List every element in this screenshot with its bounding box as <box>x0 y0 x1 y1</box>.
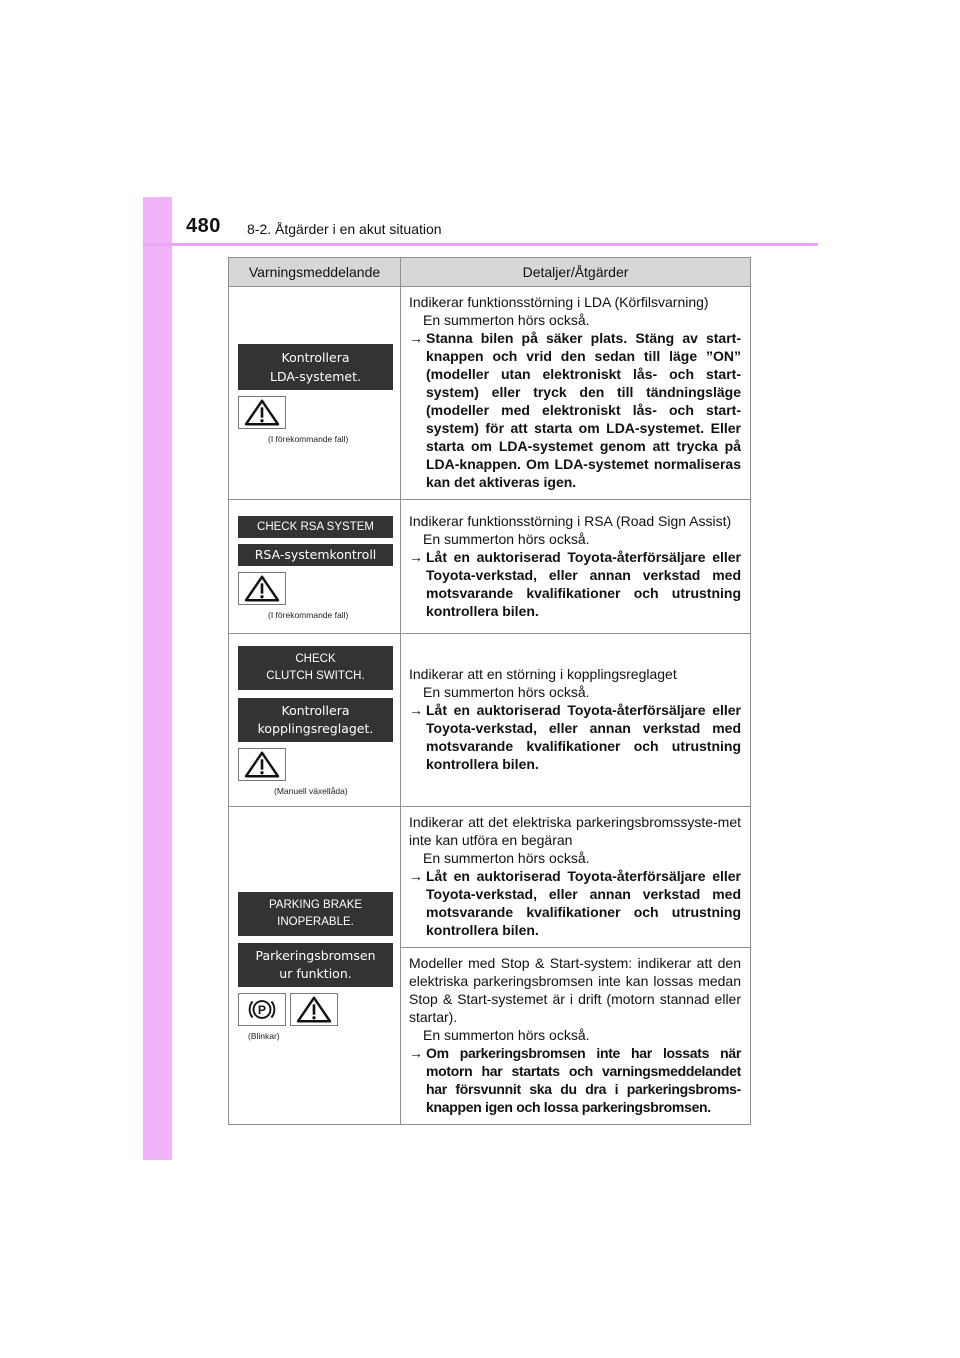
arrow-icon: → <box>409 548 423 565</box>
header-rule <box>143 243 818 246</box>
table-header-row <box>229 258 751 287</box>
chapter-sidebar-tab <box>143 197 172 1160</box>
action-text <box>409 867 741 939</box>
buzzer-text: En summerton hörs också. <box>423 684 590 700</box>
display-line: LDA-systemet. <box>270 369 361 384</box>
warning-triangle-icon <box>290 993 338 1026</box>
display-message-rsa-check: RSA-systemkontroll <box>238 544 393 566</box>
display-line: Kontrollera <box>281 350 350 365</box>
parking-brake-icon <box>238 993 286 1026</box>
column-header-details: Detaljer/Åtgärder <box>401 258 751 287</box>
table-row <box>229 287 751 500</box>
warning-message-table <box>228 257 751 1125</box>
display-message-clutch-check <box>238 698 393 742</box>
arrow-icon: → <box>409 702 423 718</box>
buzzer-text: En summerton hörs också. <box>423 530 590 547</box>
description-text: Indikerar att det elektriska parkeringsbromssyste-met inte kan utföra en begäran <box>409 814 741 848</box>
warning-triangle-icon <box>238 748 286 781</box>
display-line: kopplingsreglaget. <box>257 721 374 736</box>
buzzer-text: En summerton hörs också. <box>423 312 590 328</box>
action-label: Stanna bilen på säker plats. Stäng av start-knappen och vrid den sedan till läge ”ON” (modeller utan elektroniskt lås- och start-system) eller tryck den till tändningsläge (modeller med elektroniskt lås- och start-system) för att starta om LDA-systemet. Eller starta om LDA-systemet genom att trycka på LDA-knappen. Om LDA-systemet normaliseras kan det aktiveras igen. <box>426 330 741 490</box>
action-text <box>409 548 741 620</box>
display-line: CHECK <box>295 653 336 665</box>
display-line: Kontrollera <box>281 703 350 718</box>
arrow-icon: → <box>409 330 423 346</box>
description-text: Modeller med Stop & Start-system: indikerar att den elektriska parkeringsbromsen inte kan lossas medan Stop & Start-systemet är i drift (motorn stannad eller startar). <box>409 955 741 1025</box>
action-text <box>409 701 741 773</box>
buzzer-text: En summerton hörs också. <box>423 850 590 866</box>
details-cell <box>401 287 751 500</box>
indicator-cell <box>229 634 401 807</box>
details-cell <box>401 500 751 634</box>
column-header-message: Varningsmeddelande <box>229 258 401 287</box>
table-row <box>229 500 751 634</box>
display-message-lda <box>238 344 393 390</box>
availability-note: (Blinkar) <box>248 1031 280 1041</box>
warning-triangle-icon <box>238 572 286 605</box>
action-label: Låt en auktoriserad Toyota-återförsäljare eller Toyota-verkstad, eller annan verkstad med motsvarande kvalifikationer och utrustning kontrollera bilen. <box>426 548 741 619</box>
action-text <box>409 1044 741 1116</box>
display-line: ur funktion. <box>279 966 352 981</box>
details-cell <box>401 634 751 807</box>
arrow-icon: → <box>409 868 423 884</box>
details-cell <box>401 807 751 948</box>
page-number: 480 <box>186 215 221 237</box>
table-row <box>229 807 751 948</box>
display-line: Parkeringsbromsen <box>255 948 376 963</box>
availability-note: (Manuell växellåda) <box>274 786 348 796</box>
section-title: 8-2. Åtgärder i en akut situation <box>247 221 442 237</box>
description-text: Indikerar funktionsstörning i LDA (Körfilsvarning) <box>409 294 709 310</box>
table-row <box>229 634 751 807</box>
display-message-check-rsa: CHECK RSA SYSTEM <box>238 516 393 538</box>
details-cell <box>401 948 751 1125</box>
display-line: INOPERABLE. <box>277 916 354 928</box>
indicator-cell <box>229 807 401 1125</box>
indicator-cell <box>229 287 401 500</box>
display-message-check-clutch <box>238 646 393 690</box>
buzzer-text: En summerton hörs också. <box>423 1027 590 1043</box>
display-message-parking-brake-fault <box>238 943 393 987</box>
action-text <box>409 329 741 491</box>
warning-triangle-icon <box>238 396 286 429</box>
action-label: Låt en auktoriserad Toyota-återförsäljare eller Toyota-verkstad, eller annan verkstad med motsvarande kvalifikationer och utrustning kontrollera bilen. <box>426 868 741 938</box>
availability-note: (I förekommande fall) <box>268 434 349 444</box>
display-message-parking-brake-inoperable <box>238 892 393 936</box>
action-label: Låt en auktoriserad Toyota-återförsäljare eller Toyota-verkstad, eller annan verkstad med motsvarande kvalifikationer och utrustning kontrollera bilen. <box>426 702 741 772</box>
display-line: PARKING BRAKE <box>268 899 363 911</box>
description-text: Indikerar att en störning i kopplingsreglaget <box>409 666 677 682</box>
action-label: Om parkeringsbromsen inte har lossats när motorn har startats och varningsmeddelandet har försvunnit ska du dra i parkeringsbroms-knappen igen och lossa parkeringsbromsen. <box>426 1045 741 1115</box>
arrow-icon: → <box>409 1045 423 1061</box>
description-text: Indikerar funktionsstörning i RSA (Road Sign Assist) <box>409 512 732 529</box>
availability-note: (I förekommande fall) <box>268 609 349 620</box>
svg-text:P: P <box>257 1003 267 1018</box>
display-line: CLUTCH SWITCH. <box>266 670 365 682</box>
indicator-cell <box>229 500 401 634</box>
